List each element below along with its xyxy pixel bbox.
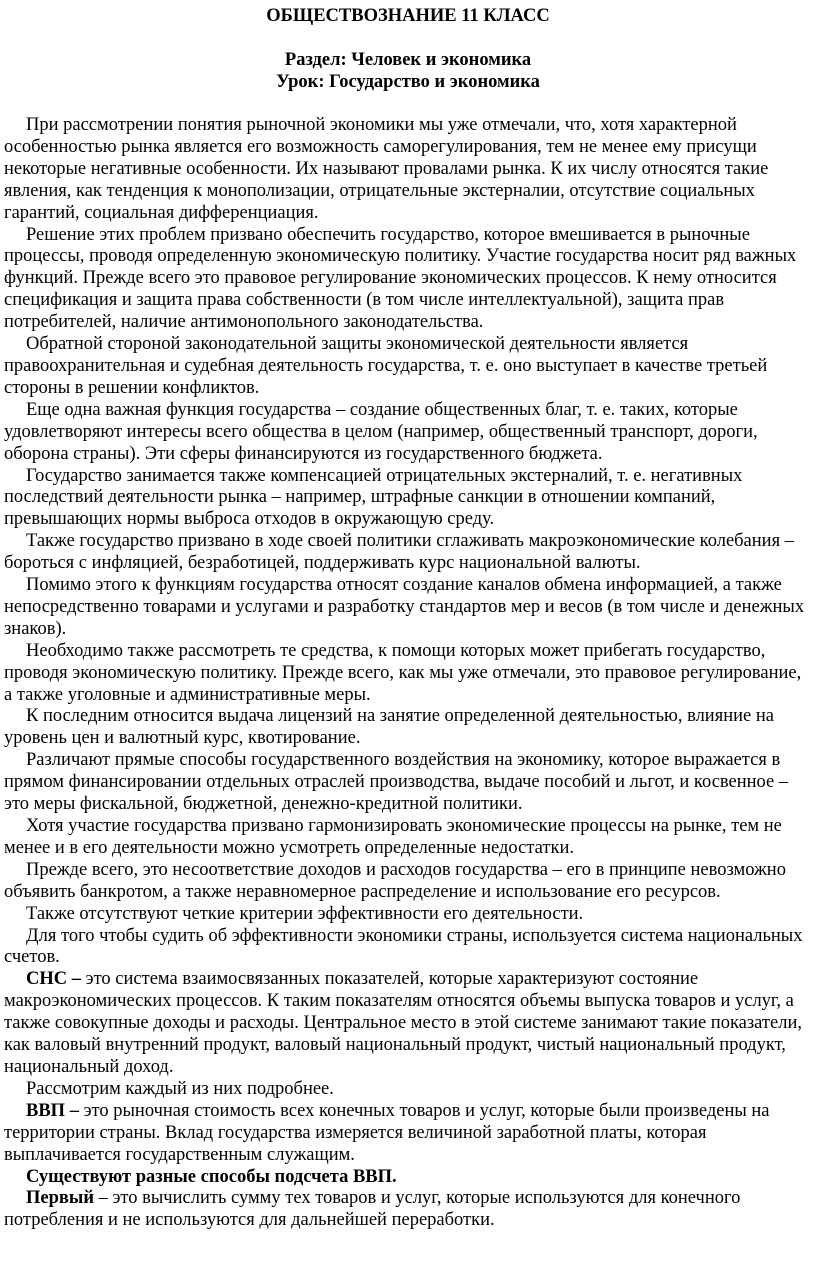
paragraph-sns-definition: СНС – это система взаимосвязанных показателей, которые характеризуют состояние макроэкономических процессов. К таким показателям относятся объемы выпуска товаров и услуг, а также совокупные доходы и расходы. Центральное место в этой системе занимают такие показатели, как валовый внутренний продукт, валовый национальный продукт, чистый национальный продукт, национальный доход. (4, 969, 802, 1077)
paragraph-gdp-methods-heading (4, 1167, 812, 1189)
paragraph: Обратной стороной законодательной защиты экономической деятельности является правоохранительная и судебная деятельность государства, т. е. оно выступает в качестве третьей стороны в решении конфликтов. (4, 334, 768, 398)
paragraph: При рассмотрении понятия рыночной экономики мы уже отмечали, что, хотя характерной особенностью рынка является его возможность саморегулирования, тем не менее ему присущи некоторые негативные особенности. Их называют провалами рынка. К их числу относятся такие явления, как тенденция к монополизации, отрицательные экстерналии, отсутствие социальных гарантий, социальная дифференциация. (4, 115, 769, 223)
term-gdp: ВВП – (26, 1100, 84, 1121)
paragraph: Прежде всего, это несоответствие доходов и расходов государства – его в принципе невозможно объявить банкротом, а также неравномерное распределение и использование его ресурсов. (4, 859, 786, 902)
paragraph: Также государство призвано в ходе своей политики сглаживать макроэкономические колебания – бороться с инфляцией, безработицей, поддерживать курс национальной валюты. (4, 531, 794, 574)
paragraph-first-method: Первый – это вычислить сумму тех товаров и услуг, которые используются для конечного потребления и не используются для дальнейшей переработки. (4, 1188, 741, 1231)
paragraph: Рассмотрим каждый из них подробнее. (26, 1078, 334, 1099)
paragraph: Также отсутствуют четкие критерии эффективности его деятельности. (26, 903, 584, 924)
term-first: Первый (26, 1188, 94, 1209)
paragraph: Решение этих проблем призвано обеспечить государство, которое вмешивается в рыночные процессы, проводя определенную экономическую политику. Участие государства носит ряд важных функций. Прежде всего это правовое регулирование экономических процессов. К нему относится спецификация и защита права собственности (в том числе интеллектуальной), защита прав потребителей, наличие антимонопольного законодательства. (4, 224, 797, 333)
section-heading: Раздел: Человек и экономика (284, 50, 532, 70)
term-sns: СНС – (26, 969, 86, 990)
paragraph: Хотя участие государства призвано гармонизировать экономические процессы на рынке, тем не менее и в его деятельности можно усмотреть определенные недостатки. (4, 816, 782, 858)
paragraph: Для того чтобы судить об эффективности экономики страны, используется система национальных счетов. (4, 925, 803, 968)
paragraph: Различают прямые способы государственного воздействия на экономику, которое выражается в прямом финансировании отдельных отраслей производства, выдаче пособий и льгот, и косвенное – это меры фискальной, бюджетной, денежно-кредитной политики. (4, 750, 789, 815)
paragraph: Помимо этого к функциям государства относят создание каналов обмена информацией, а также непосредственно товарами и услугами и разработку стандартов мер и весов (в том числе и денежных знаков). (4, 575, 805, 639)
paragraph: Государство занимается также компенсацией отрицательных экстерналий, т. е. негативных последствий деятельности рынка – например, штрафные санкции в отношении компаний, превышающих нормы выброса отходов в окружающую среду. (4, 465, 743, 530)
lesson-heading: Урок: Государство и экономика (276, 72, 540, 92)
paragraph: Еще одна важная функция государства – создание общественных благ, т. е. таких, которые удовлетворяют интересы всего общества в целом (например, общественный транспорт, дороги, оборона страны). Эти сферы финансируются из государственного бюджета. (4, 399, 758, 464)
paragraph-gdp-definition: ВВП – это рыночная стоимость всех конечных товаров и услуг, которые были произведены на территории страны. Вклад государства измеряется величиной заработной платы, которая выплачивается государственным служащим. (4, 1100, 770, 1165)
paragraph: К последним относится выдача лицензий на занятие определенной деятельностью, влияние на уровень цен и валютный курс, квотирование. (4, 706, 774, 749)
gdp-methods-heading: Существуют разные способы подсчета ВВП. (26, 1166, 397, 1187)
paragraph: Необходимо также рассмотреть те средства, к помощи которых может прибегать государство, проводя экономическую политику. Прежде всего, как мы уже отмечали, это правовое регулирование, а также уголовные и административные меры. (4, 640, 802, 705)
document-title: ОБЩЕСТВОЗНАНИЕ 11 КЛАСС (266, 6, 550, 26)
